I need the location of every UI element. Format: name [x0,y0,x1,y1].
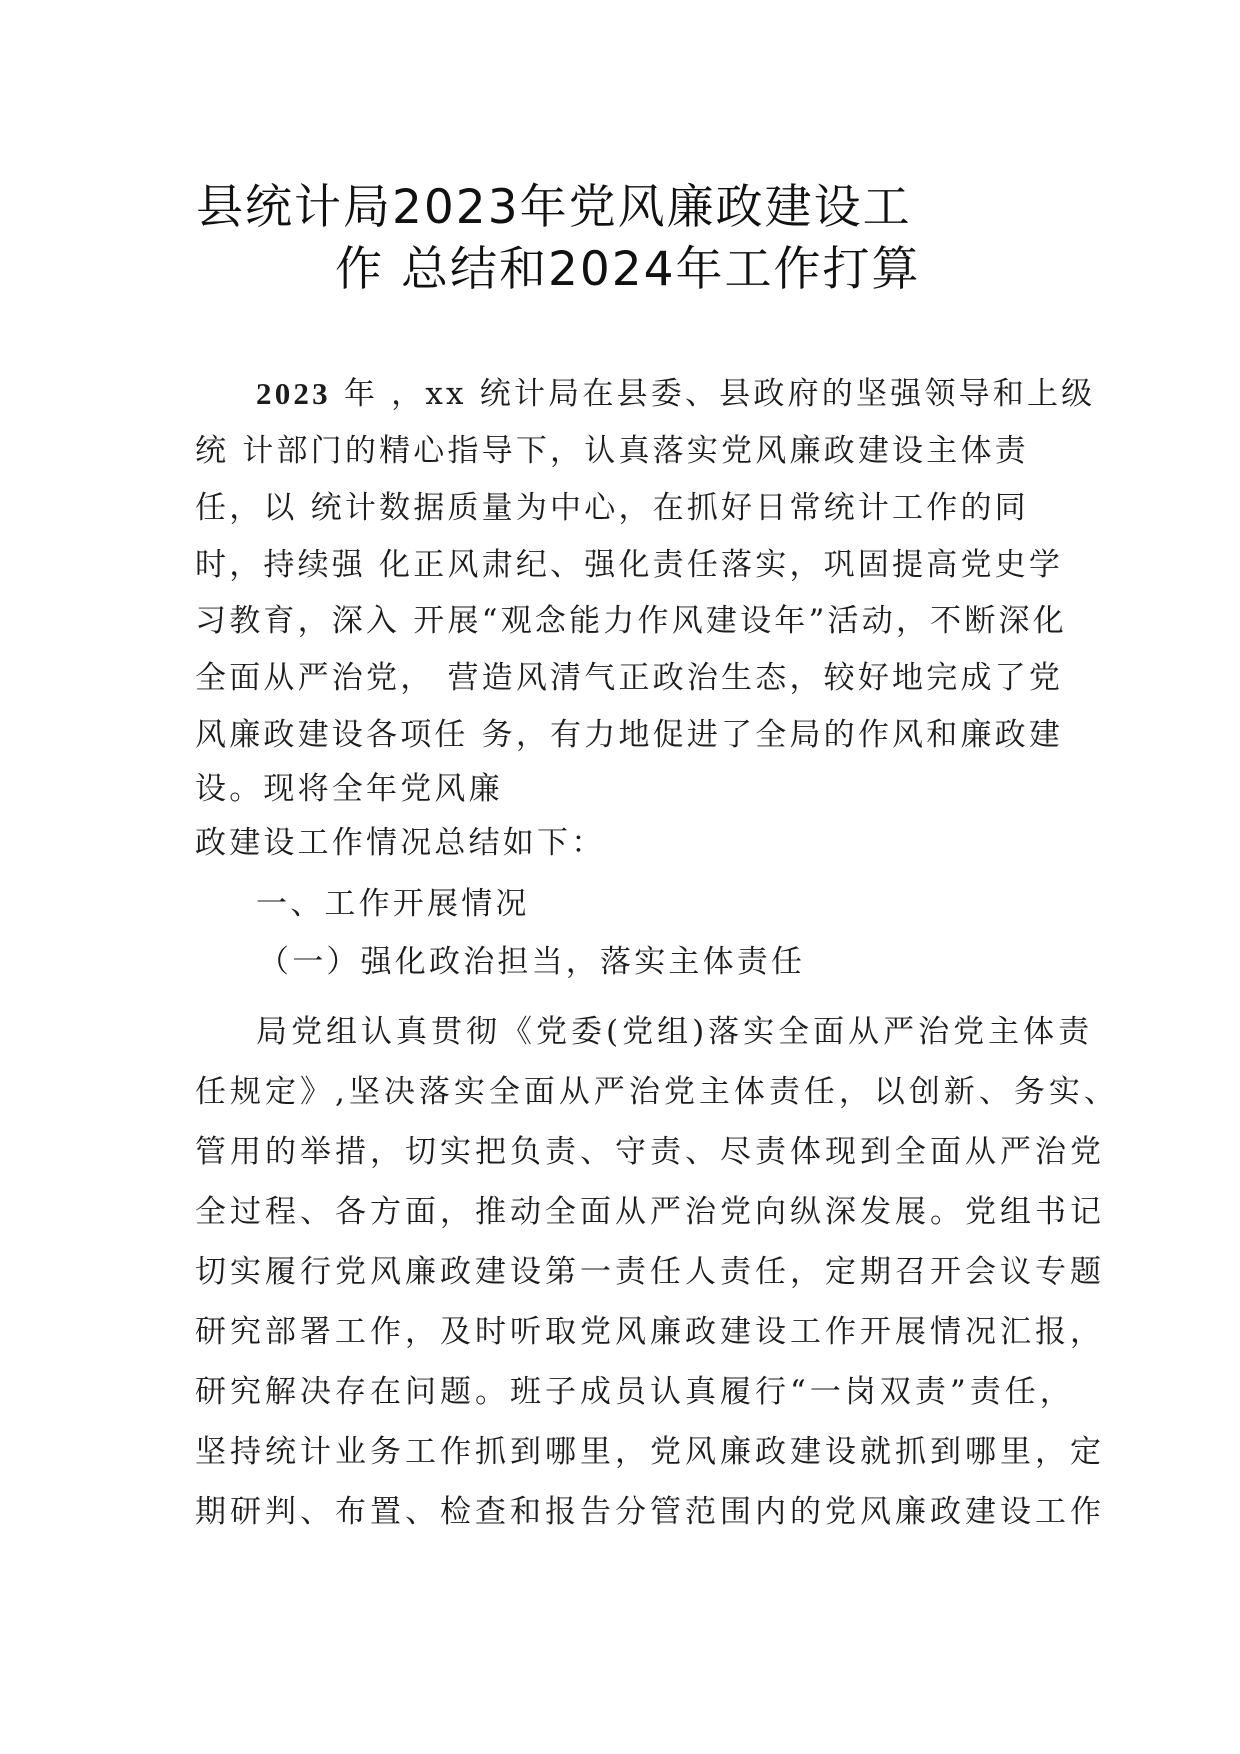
document-title-line-2: 作 总结和2024年工作打算 [335,242,921,297]
intro-line-5: 习教育，深入 开展“观念能力作风建设年”活动，不断深化 [195,603,1067,639]
subsection-heading-1-1: （一）强化政治担当，落实主体责任 [258,944,806,980]
section-line-5: 切实履行党风廉政建设第一责任人责任，定期召开会议专题 [195,1254,1105,1290]
intro-line-1-text: 年 ，xx 统计局在县委、县政府的坚强领导和上级 [330,376,1096,412]
intro-line-4: 时，持续强 化正风肃纪、强化责任落实，巩固提高党史学 [195,547,1064,583]
intro-line-1 [256,374,1095,414]
section-line-2: 任规定》,坚决落实全面从严治党主体责任，以创新、务实、 [195,1074,1119,1110]
section-line-9: 期研判、布置、检查和报告分管范围内的党风廉政建设工作 [195,1494,1105,1530]
section-line-3: 管用的举措，切实把负责、守责、尽责体现到全面从严治党 [195,1134,1105,1170]
intro-line-7: 风廉政建设各项任 务，有力地促进了全局的作风和廉政建 [195,717,1064,753]
intro-year: 2023 [256,376,331,411]
section-line-8: 坚持统计业务工作抓到哪里，党风廉政建设就抓到哪里，定 [195,1434,1105,1470]
section-line-1: 局党组认真贯彻《党委(党组)落实全面从严治党主体责 [256,1014,1094,1050]
intro-line-3: 任，以 统计数据质量为中心，在抓好日常统计工作的同 [195,490,1029,526]
intro-line-6: 全面从严治党， 营造风清气正政治生态，较好地完成了党 [195,660,1064,696]
section-line-7: 研究解决存在问题。班子成员认真履行“一岗双责”责任， [195,1374,1075,1410]
intro-line-8: 设。现将全年党风廉 [195,771,503,807]
intro-line-9: 政建设工作情况总结如下： [195,825,606,861]
section-line-4: 全过程、各方面，推动全面从严治党向纵深发展。党组书记 [195,1194,1105,1230]
intro-line-2: 统 计部门的精心指导下，认真落实党风廉政建设主体责 [195,433,1029,469]
section-line-6: 研究部署工作，及时听取党风廉政建设工作开展情况汇报， [195,1314,1105,1350]
section-heading-1: 一、工作开展情况 [256,886,530,922]
document-title-line-1: 县统计局2023年党风廉政建设工 [196,180,912,235]
